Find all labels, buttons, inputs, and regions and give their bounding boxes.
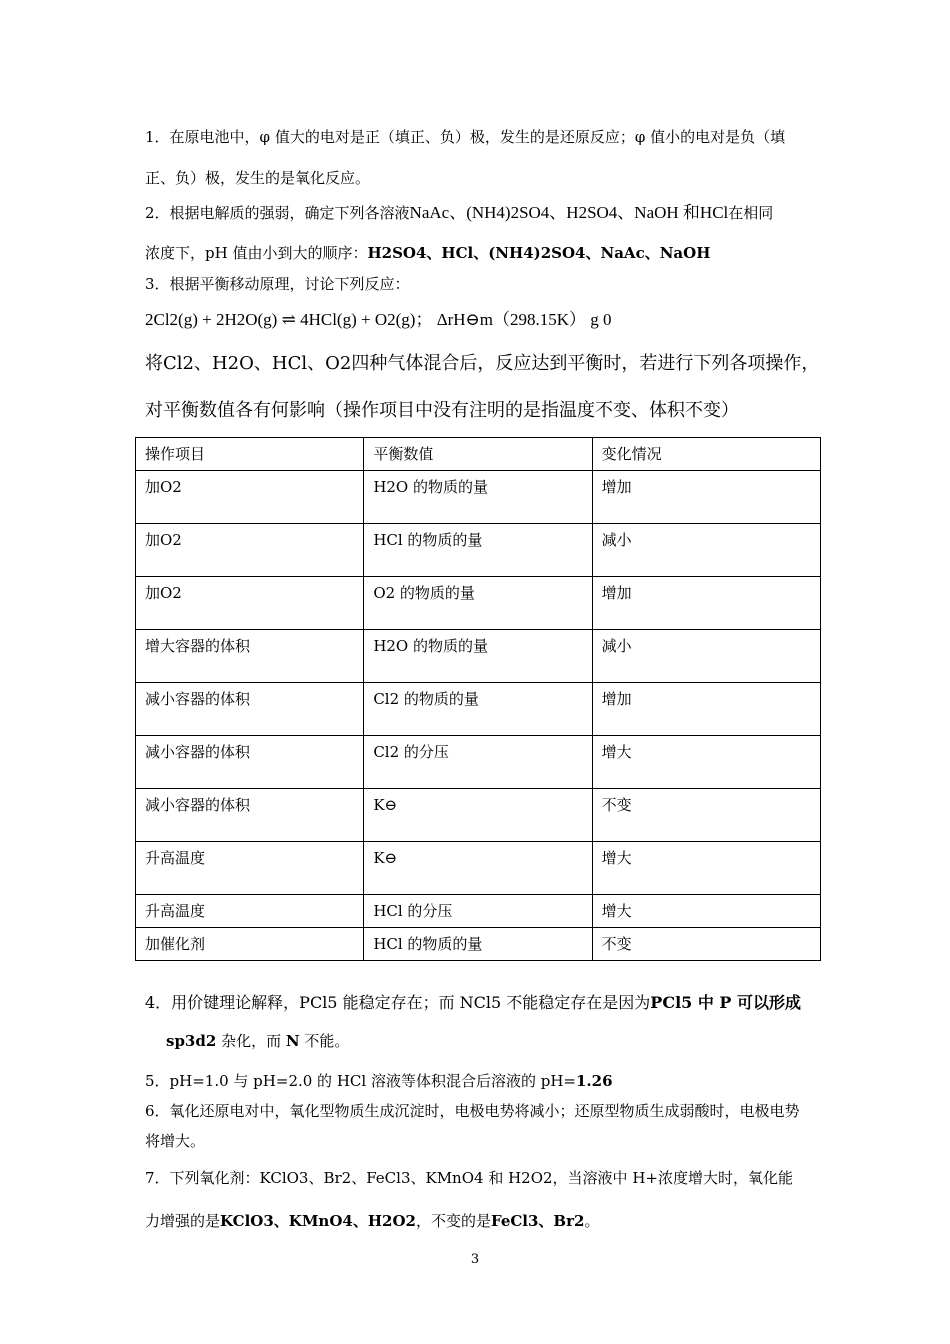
q1-line1: 1．在原电池中，φ 值大的电对是正（填正、负）极，发生的是还原反应；φ 值小的电对是负（填 [145, 128, 786, 146]
table-cell-quantity: Cl2 的分压 [364, 736, 592, 789]
q2-line2-prefix: 浓度下，pH 值由小到大的顺序： [145, 244, 368, 262]
table-cell-operation: 升高温度 [136, 895, 364, 928]
table-cell-operation: 加催化剂 [136, 928, 364, 961]
table-row [136, 928, 821, 961]
table-row [136, 895, 821, 928]
table-cell-operation: 升高温度 [136, 842, 364, 895]
q4-line1-prefix: 4．用价键理论解释，PCl5 能稳定存在；而 NCl5 不能稳定存在是因为 [145, 993, 651, 1012]
table-cell-quantity: H2O 的物质的量 [364, 630, 592, 683]
table-cell-change: 不变 [592, 789, 820, 842]
q2-answer: H2SO4、HCl、(NH4)2SO4、NaAc、NaOH [367, 244, 711, 262]
table-cell-change: 增大 [592, 842, 820, 895]
table-row [136, 736, 821, 789]
table-cell-operation: 加O2 [136, 471, 364, 524]
q5-text: 5．pH=1.0 与 pH=2.0 的 HCl 溶液等体积混合后溶液的 pH= [145, 1072, 576, 1090]
table-cell-change: 增加 [592, 577, 820, 630]
table-row [136, 471, 821, 524]
table-cell-quantity: HCl 的物质的量 [364, 928, 592, 961]
q4-line2-suffix: 杂化，而 [221, 1032, 282, 1050]
equilibrium-table [135, 437, 821, 961]
q1-line2: 正、负）极，发生的是氧化反应。 [145, 169, 371, 187]
q4-hybrid-answer: sp3d2 [166, 1032, 217, 1050]
table-header-cell: 变化情况 [592, 438, 820, 471]
table-row [136, 842, 821, 895]
table-cell-quantity: HCl 的分压 [364, 895, 592, 928]
table-cell-operation: 加O2 [136, 524, 364, 577]
q3-desc2: 对平衡数值各有何影响（操作项目中没有注明的是指温度不变、体积不变） [145, 400, 739, 421]
table-row [136, 683, 821, 736]
q7-line2-end: 。 [584, 1212, 600, 1230]
q7-line2-prefix: 力增强的是 [145, 1212, 221, 1230]
q4-line2-end: 不能。 [304, 1032, 350, 1050]
table-cell-quantity: Cl2 的物质的量 [364, 683, 592, 736]
q5-line [145, 1071, 613, 1091]
table-cell-operation: 减小容器的体积 [136, 789, 364, 842]
q2-line1 [145, 203, 773, 223]
table-cell-change: 不变 [592, 928, 820, 961]
q3-line1: 3．根据平衡移动原理，讨论下列反应： [145, 275, 410, 293]
table-cell-change: 减小 [592, 630, 820, 683]
table-cell-quantity: HCl 的物质的量 [364, 524, 592, 577]
q2-prefix: 2．根据电解质的强弱，确定下列各溶液 [145, 204, 410, 222]
table-row [136, 577, 821, 630]
table-cell-quantity: O2 的物质的量 [364, 577, 592, 630]
table-cell-change: 增大 [592, 895, 820, 928]
table-header-cell: 平衡数值 [364, 438, 592, 471]
q6-line2: 将增大。 [145, 1132, 206, 1150]
q4-line1-answer: PCl5 中 P 可以形成 [650, 993, 802, 1012]
q7-answer-unchanged: FeCl3、Br2 [490, 1212, 585, 1230]
q6-line1: 6．氧化还原电对中，氧化型物质生成沉淀时，电极电势将减小；还原型物质生成弱酸时，电极电势 [145, 1102, 800, 1120]
table-row [136, 524, 821, 577]
table-cell-change: 增加 [592, 683, 820, 736]
table-cell-change: 增大 [592, 736, 820, 789]
q2-line2 [145, 243, 710, 263]
q4-line2 [166, 1031, 349, 1051]
q5-answer: 1.26 [575, 1072, 613, 1090]
table-cell-change: 减小 [592, 524, 820, 577]
table-header-cell: 操作项目 [136, 438, 364, 471]
q3-desc1: 将Cl2、H2O、HCl、O2四种气体混合后，反应达到平衡时，若进行下列各项操作， [145, 353, 820, 374]
q7-line2-mid: ，不变的是 [415, 1212, 491, 1230]
table-cell-operation: 增大容器的体积 [136, 630, 364, 683]
q7-answer-increase: KClO3、KMnO4、H2O2 [220, 1212, 416, 1230]
table-cell-operation: 减小容器的体积 [136, 736, 364, 789]
q4-line2-bold: N [285, 1032, 300, 1050]
table-cell-change: 增加 [592, 471, 820, 524]
q2-suffix: 在相同 [728, 204, 774, 222]
q4-line1 [145, 993, 801, 1013]
q7-line1: 7．下列氧化剂：KClO3、Br2、FeCl3、KMnO4 和 H2O2，当溶液中 H+浓度增大时，氧化能 [145, 1169, 793, 1187]
table-cell-operation: 减小容器的体积 [136, 683, 364, 736]
table-header-row [136, 438, 821, 471]
table-cell-quantity: K⊖ [364, 842, 592, 895]
table-cell-quantity: K⊖ [364, 789, 592, 842]
table-row [136, 630, 821, 683]
q7-line2 [145, 1211, 599, 1231]
table-cell-operation: 加O2 [136, 577, 364, 630]
q2-species: NaAc、(NH4)2SO4、H2SO4、NaOH 和HCl [409, 203, 729, 222]
table-row [136, 789, 821, 842]
q3-equation: 2Cl2(g) + 2H2O(g) ⇌ 4HCl(g) + O2(g)； ΔrH⊖m（298.15K） g 0 [145, 310, 612, 329]
page-number: 3 [470, 1252, 480, 1267]
table-cell-quantity: H2O 的物质的量 [364, 471, 592, 524]
